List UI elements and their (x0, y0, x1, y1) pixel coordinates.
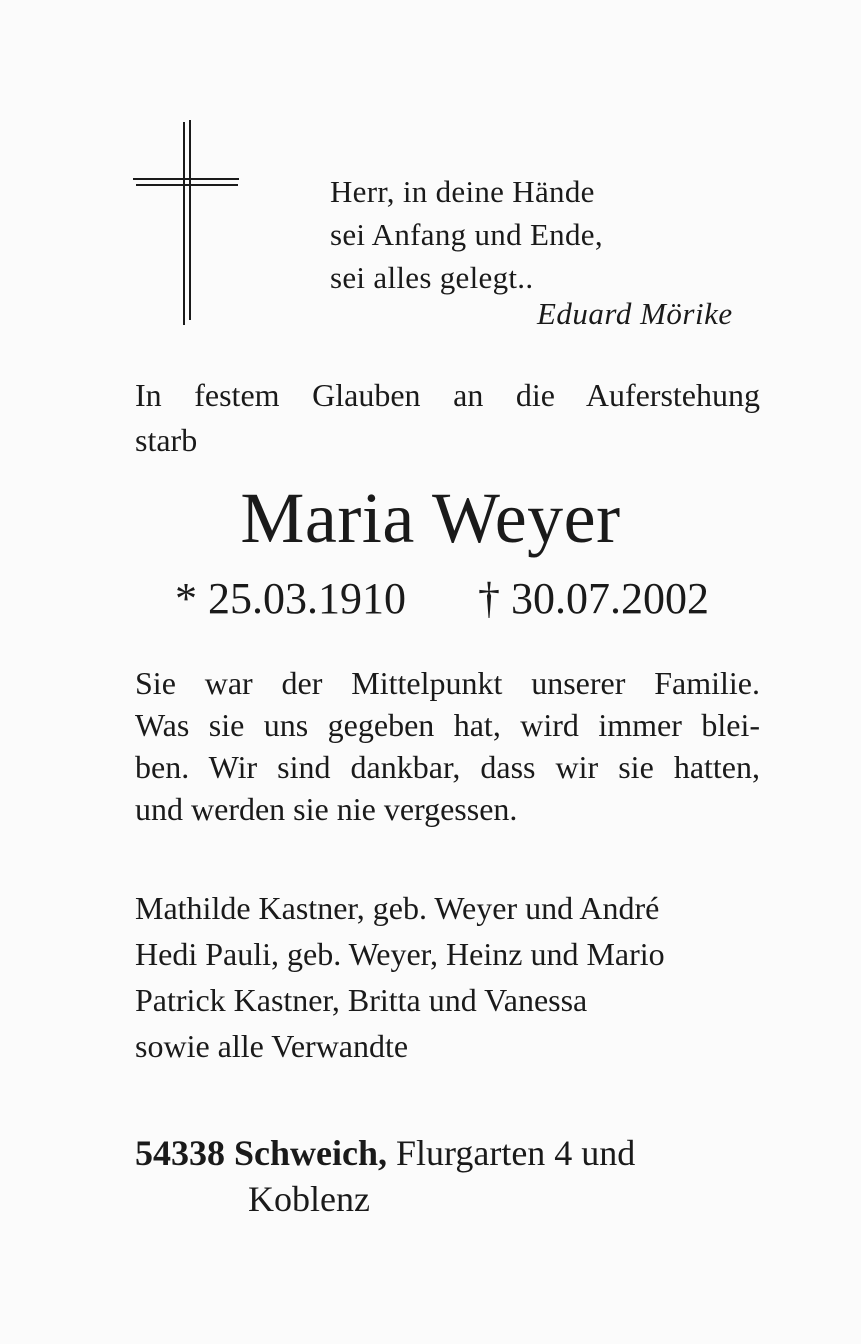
poem-author: Eduard Mörike (537, 296, 733, 331)
tribute-line: Was sie uns gegeben hat, wird immer blei- (135, 707, 760, 743)
address-postal-city: 54338 Schweich, (135, 1133, 387, 1173)
poem-line: Herr, in deine Hände (330, 174, 595, 209)
family-list (135, 885, 665, 1069)
poem-line: sei Anfang und Ende, (330, 217, 603, 252)
intro-line: starb (135, 422, 198, 458)
deceased-name: Maria Weyer (240, 478, 621, 558)
address (135, 1130, 635, 1176)
tribute-line: ben. Wir sind dankbar, dass wir sie hatten, (135, 749, 760, 785)
address-second-city: Koblenz (248, 1179, 370, 1219)
family-line: Mathilde Kastner, geb. Weyer und André (135, 890, 660, 926)
family-line: Hedi Pauli, geb. Weyer, Heinz und Mario (135, 936, 665, 972)
birth-date: * 25.03.1910 (175, 574, 406, 623)
death-date: † 30.07.2002 (478, 574, 709, 623)
intro-line: In festem Glauben an die Auferstehung (135, 377, 760, 413)
tribute-line: Sie war der Mittelpunkt unserer Familie. (135, 665, 760, 701)
family-line: Patrick Kastner, Britta und Vanessa (135, 982, 588, 1018)
intro-text (135, 373, 760, 463)
tribute-line: und werden sie nie vergessen. (135, 791, 518, 827)
tribute-text (135, 662, 760, 830)
poem (330, 170, 603, 299)
cross-icon (133, 120, 243, 330)
family-line: sowie alle Verwandte (135, 1028, 409, 1064)
address-street: Flurgarten 4 und (396, 1133, 636, 1173)
poem-line: sei alles gelegt.. (330, 260, 534, 295)
